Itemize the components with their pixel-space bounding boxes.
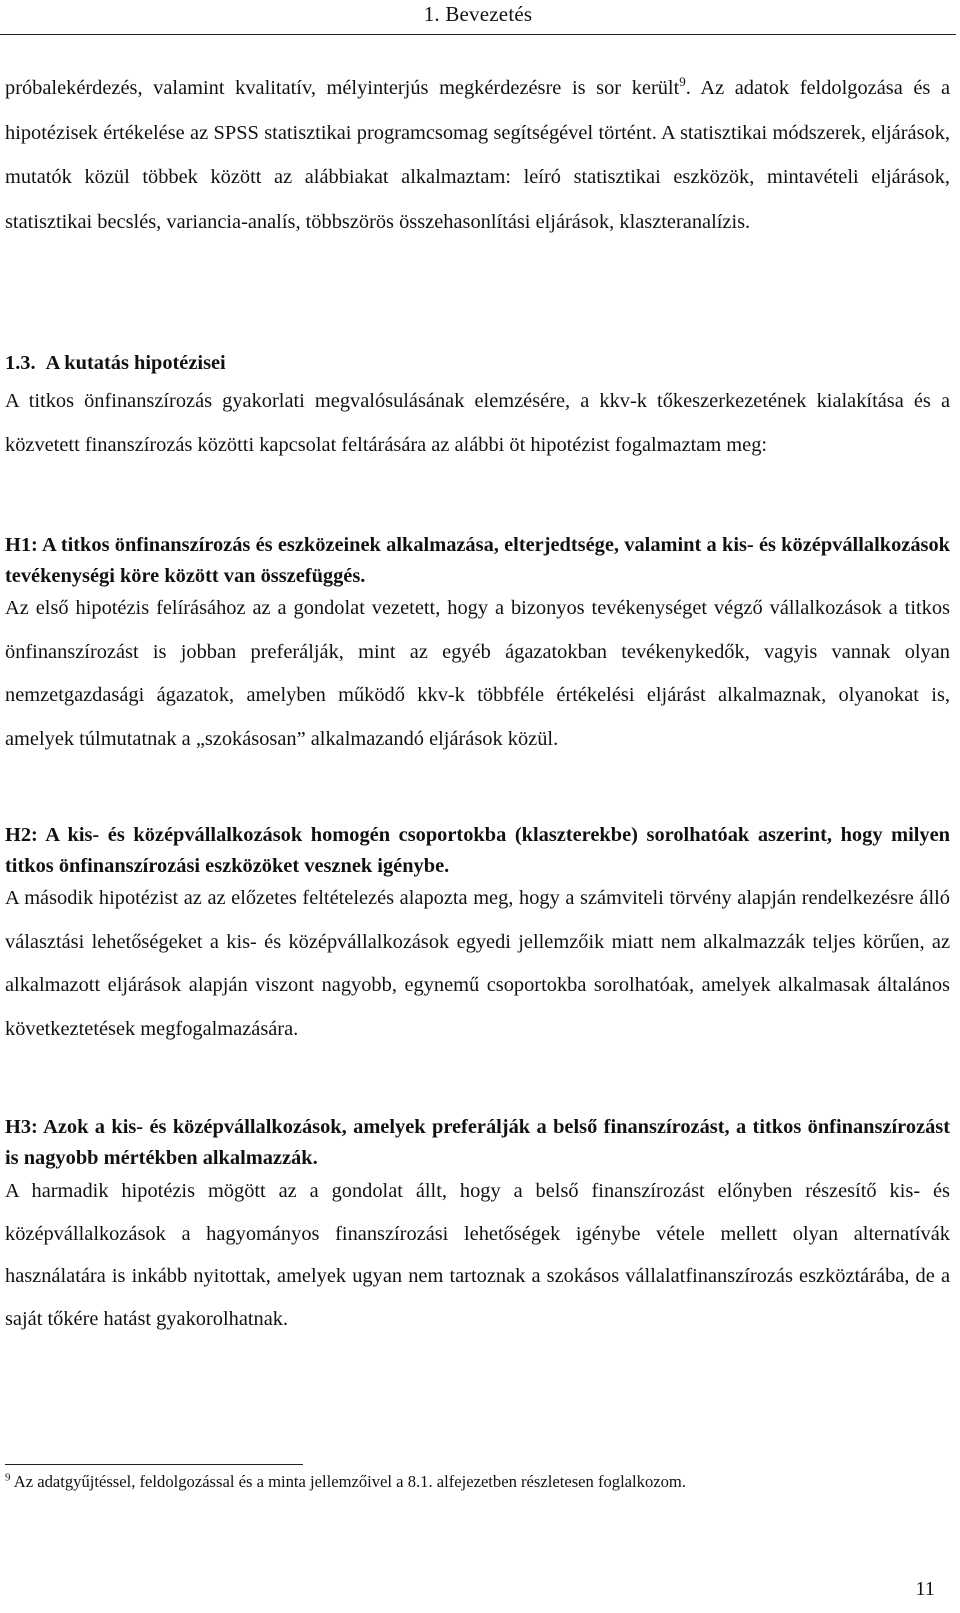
page-number: 11 — [915, 1578, 935, 1600]
intro-text-rest: . Az adatok feldolgozása és a hipotézisek értékelése az SPSS statisztikai programcsomag segítségével történt. A statisztikai módszerek, eljárások, mutatók közül többek között az alábbiakat alkalmaztam: leíró statisztikai eszközök, mintavételi eljárások, statisztikai becslés, variancia-analís, többszörös összehasonlítási eljárások, klaszteranalízis. — [5, 77, 950, 233]
footnote-reference[interactable]: 9 — [679, 74, 686, 90]
section-title: A kutatás hipotézisei — [45, 352, 226, 374]
hypothesis-1-statement: H1: A titkos önfinanszírozás és eszközeinek alkalmazása, elterjedtsége, valamint a kis- és középvállalkozások tevékenységi köre között van összefüggés. — [5, 534, 950, 587]
hypothesis-3-explanation: A harmadik hipotézis mögött az a gondolat állt, hogy a belső finanszírozást előnyben részesítő kis- és középvállalkozások a hagyományos finanszírozási lehetőségek igénybe vétele mellett olyan alternatívák használatára is inkább nyitottak, amelyek ugyan nem tartoznak a szokásos vállalatfinanszírozás eszköztárába, de a saját tőkére hatást gyakorolhatnak. — [5, 1180, 950, 1330]
header-title: 1. Bevezetés — [423, 2, 533, 26]
intro-paragraph — [5, 66, 950, 244]
footnote-marker: 9 — [5, 1471, 11, 1484]
hypothesis-1-explanation: Az első hipotézis felírásához az a gondolat vezetett, hogy a bizonyos tevékenységet végző vállalkozások a titkos önfinanszírozást is jobban preferálják, mint az egyéb ágazatokban tevékenykedők, vagyis vannak olyan nemzetgazdasági ágazatok, amelyben működő kkv-k többféle értékelési eljárást alkalmaznak, olyanokat is, amelyek túlmutatnak a „szokásosan” alkalmazandó eljárások közül. — [5, 597, 950, 750]
section-number: 1.3. — [5, 352, 36, 374]
footnote-text: Az adatgyűjtéssel, feldolgozással és a minta jellemzőivel a 8.1. alfejezetben részletesen foglalkozom. — [10, 1472, 686, 1491]
running-header — [0, 0, 956, 35]
hypothesis-2-statement: H2: A kis- és középvállalkozások homogén csoportokba (klaszterekbe) sorolhatóak aszerint, hogy milyen titkos önfinanszírozási eszközöket vesznek igénybe. — [5, 824, 950, 877]
hypothesis-2-explanation: A második hipotézist az az előzetes feltételezés alapozta meg, hogy a számviteli törvény alapján rendelkezésre álló választási lehetőségeket a kis- és középvállalkozások egyedi jellemzőik miatt nem alkalmazzák teljes körűen, az alkalmazott eljárások alapján viszont nagyobb, egynemű csoportokba sorolhatóak, amelyek alkalmasak általános következtetések megfogalmazására. — [5, 887, 950, 1040]
footnote-divider — [5, 1464, 303, 1465]
footnote — [5, 1470, 950, 1494]
section-intro-paragraph: A titkos önfinanszírozás gyakorlati megvalósulásának elemzésére, a kkv-k tőkeszerkezetének kialakítása és a közvetett finanszírozás közötti kapcsolat feltárására az alábbi öt hipotézist fogalmaztam meg: — [5, 390, 950, 456]
intro-text-start: próbalekérdezés, valamint kvalitatív, mélyinterjús megkérdezésre is sor került — [5, 77, 680, 99]
hypothesis-3-statement: H3: Azok a kis- és középvállalkozások, amelyek preferálják a belső finanszírozást, a titkos önfinanszírozást is nagyobb mértékben alkalmazzák. — [5, 1116, 950, 1169]
section-heading — [5, 352, 226, 375]
